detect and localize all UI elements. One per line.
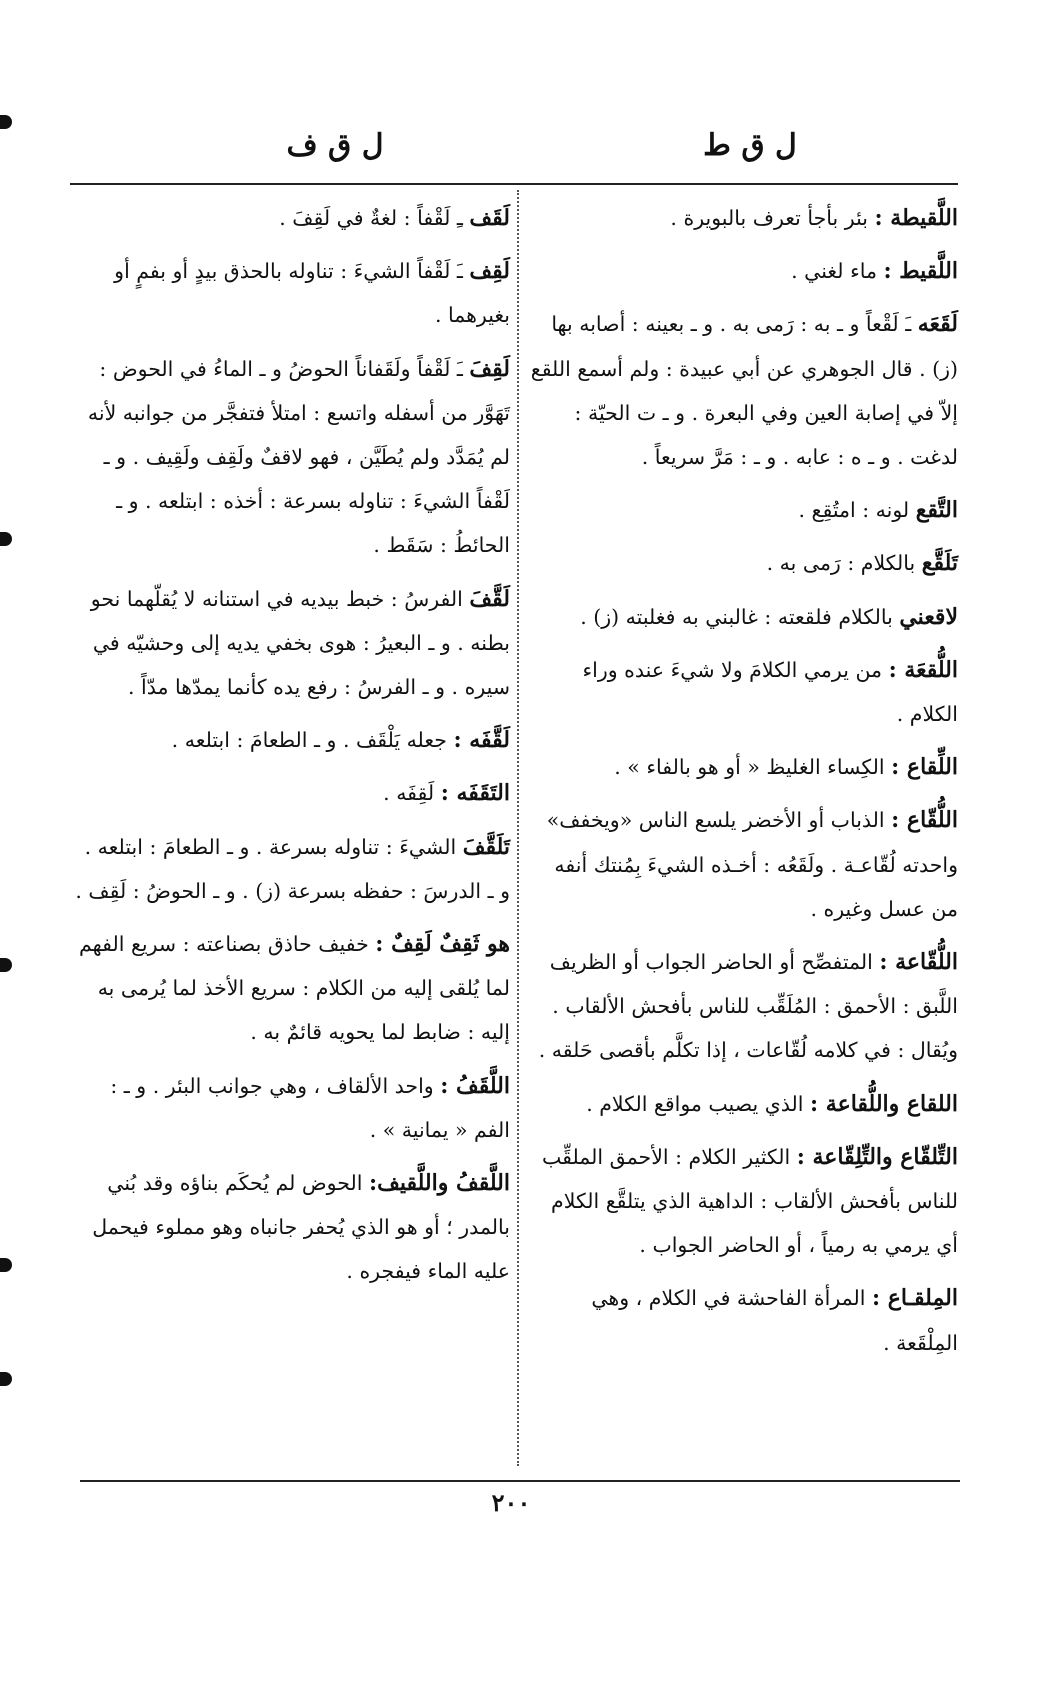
dictionary-entry bbox=[528, 302, 958, 479]
scan-edge-mark bbox=[0, 958, 12, 972]
scan-edge-mark bbox=[0, 532, 12, 546]
entry-definition: الذي يصيب مواقع الكلام . bbox=[586, 1091, 804, 1116]
entry-definition: ماء لغني . bbox=[791, 259, 877, 284]
dictionary-entry bbox=[72, 1161, 510, 1294]
entry-headword: اللِّقاع : bbox=[891, 754, 958, 781]
dictionary-entry bbox=[72, 347, 510, 568]
entry-headword: لَقَّفَ bbox=[469, 585, 510, 612]
footer-rule bbox=[80, 1480, 960, 1482]
dictionary-entry bbox=[528, 1276, 958, 1364]
entry-headword: تَلَقَّفَ bbox=[462, 833, 510, 860]
entry-definition: الفرسُ : خبط بيديه في استنانه لا يُقلّهما نحو بطنه . و ـ البعيرُ : هوى بخفي يديه إلى وحشيّه في سيره . و ـ الفرسُ : رفع يده كأنما يمدّها مدّاً . bbox=[90, 586, 510, 700]
scan-edge-mark bbox=[0, 1372, 12, 1386]
dictionary-entry bbox=[528, 745, 958, 789]
entry-headword: اللُّقّاع : bbox=[891, 807, 958, 834]
dictionary-entry bbox=[72, 577, 510, 710]
running-header-right: ل ق ط bbox=[703, 128, 797, 163]
dictionary-entry bbox=[72, 771, 510, 815]
entry-headword: اللَّقيطة : bbox=[874, 205, 958, 231]
entry-headword: هو ثَقِفٌ لَقِفٌ : bbox=[375, 931, 510, 958]
entry-definition: لَقِفَه . bbox=[383, 781, 435, 806]
header-rule bbox=[70, 183, 958, 185]
entry-definition: ـَ لَقْفاً الشيءَ : تناوله بالحذق بيدٍ أو بفمٍ أو بغيرهما . bbox=[114, 259, 510, 328]
entry-definition: ـَ لَقْعاً و ـ به : رَمى به . و ـ بعينه : أصابه بها (ز) . قال الجوهري عن أبي عبيدة : ولم أسمع اللقع إلاّ في إصابة العين وفي البعرة . و ـ ت الحيّة : لدغت . و ـ ه : عابه . و ـ : مَرَّ سريعاً . bbox=[530, 312, 958, 470]
left-column bbox=[72, 196, 510, 1303]
entry-headword: لاقعني bbox=[899, 603, 958, 630]
running-header-left: ل ق ف bbox=[286, 128, 384, 163]
dictionary-entry bbox=[528, 595, 958, 639]
entry-definition: واحد الألقاف ، وهي جوانب البئر . و ـ : الفم « يمانية » . bbox=[110, 1073, 510, 1142]
page-number: ٢٠٠ bbox=[491, 1488, 531, 1517]
dictionary-entry bbox=[72, 718, 510, 762]
right-column bbox=[528, 196, 958, 1374]
dictionary-entry bbox=[528, 798, 958, 931]
entry-headword: لَقَف bbox=[469, 205, 510, 231]
entry-headword: اللَّقَفُ : bbox=[440, 1072, 510, 1099]
entry-headword: لَقَعَه bbox=[917, 311, 958, 338]
entry-headword: التَقَفَه : bbox=[440, 780, 510, 807]
entry-definition: جعله يَلْقَف . و ـ الطعامَ : ابتلعه . bbox=[171, 728, 447, 753]
entry-headword: تَلَقَّع bbox=[921, 550, 958, 577]
dictionary-entry bbox=[528, 1082, 958, 1126]
dictionary-entry bbox=[72, 196, 510, 240]
entry-definition: من يرمي الكلامَ ولا شيءَ عنده وراء الكلام . bbox=[582, 657, 958, 727]
dictionary-entry bbox=[528, 648, 958, 736]
entry-headword: اللقاع واللُّقاعة : bbox=[810, 1090, 958, 1117]
entry-definition: لونه : امتُقِع . bbox=[798, 498, 910, 523]
scan-edge-mark bbox=[0, 1258, 12, 1272]
dictionary-entry bbox=[72, 249, 510, 337]
entry-definition: المتفصِّح أو الحاضر الجواب أو الظريف اللَّبق : الأحمق : المُلَقِّب للناس بأفحش الألقاب . ويُقال : في كلامه لُقّاعات ، إذا تكلَّم بأقصى حَلقه . bbox=[538, 950, 958, 1063]
dictionary-entry bbox=[72, 825, 510, 913]
dictionary-entry bbox=[528, 488, 958, 532]
entry-definition: المرأة الفاحشة في الكلام ، وهي المِلْقَعة . bbox=[591, 1286, 958, 1355]
entry-definition: الكِساء الغليظ « أو هو بالفاء » . bbox=[614, 755, 885, 780]
entry-definition: خفيف حاذق بصناعته : سريع الفهم لما يُلقى إليه من الكلام : سريع الأخذ لما يُرمى به إليه : ضابط لما يحويه قائمٌ به . bbox=[79, 932, 510, 1045]
dictionary-entry bbox=[528, 940, 958, 1073]
entry-definition: بالكلام فلقعته : غالبني به فغلبته (ز) . bbox=[580, 604, 893, 629]
entry-definition: الذباب أو الأخضر يلسع الناس «ويخفف» واحدته لُقّاعـة . ولَقَعُه : أخـذه الشيءَ بِمُنتك أنفه من عسل وغيره . bbox=[546, 808, 958, 921]
entry-headword: لَقِفَ bbox=[469, 355, 510, 382]
entry-headword: لَقَّفَه : bbox=[453, 727, 510, 754]
entry-headword: المِلقـاع : bbox=[871, 1285, 958, 1312]
dictionary-entry bbox=[528, 541, 958, 585]
entry-headword: لَقِف bbox=[469, 258, 510, 285]
entry-headword: اللُّقعَة : bbox=[888, 656, 958, 683]
entry-definition: بئر بأجأ تعرف بالبويرة . bbox=[670, 206, 868, 230]
entry-definition: ـَ لَقْفاً ولَقَفاناً الحوضُ و ـ الماءُ في الحوض : تَهَوَّر من أسفله واتسع : امتلأ فتفجَّر من جوانبه لأنه لم يُمَدَّد ولم يُطَيَّن ، فهو لاقفٌ ولَقِف ولَقِيف . و ـ لَقْفاً الشيءَ : تناوله بسرعة : أخذه : ابتلعه . و ـ الحائطُ : سَقَط . bbox=[87, 356, 510, 558]
dictionary-entry bbox=[72, 1064, 510, 1152]
entry-headword: التَّقع bbox=[915, 497, 958, 524]
column-divider bbox=[517, 190, 519, 1466]
dictionary-entry bbox=[528, 249, 958, 293]
entry-headword: التِّلقّاع والتِّلِقّاعة : bbox=[796, 1143, 958, 1170]
entry-headword: اللَّقفُ واللَّقيف: bbox=[368, 1170, 510, 1197]
dictionary-entry bbox=[72, 922, 510, 1055]
entry-definition: بالكلام : رَمى به . bbox=[766, 551, 916, 576]
entry-definition: الشيءَ : تناوله بسرعة . و ـ الطعامَ : ابتلعه . و ـ الدرسَ : حفظه بسرعة (ز) . و ـ الحوضُ : لَقِف . bbox=[75, 834, 510, 903]
entry-definition: الحوض لم يُحكَم بناؤه وقد بُني بالمدر ؛ أو هو الذي يُحفر جانباه وهو مملوء فيحمل عليه الماء فيفجره . bbox=[92, 1171, 510, 1284]
scan-edge-mark bbox=[0, 115, 12, 129]
entry-headword: اللُّقّاعة : bbox=[879, 949, 958, 976]
entry-definition: الكثير الكلام : الأحمق الملقِّب للناس بأفحش الألقاب : الداهية الذي يتلقَّع الكلام أي يرمي به رمياً ، أو الحاضر الجواب . bbox=[542, 1144, 958, 1258]
dictionary-entry bbox=[528, 1135, 958, 1268]
entry-headword: اللَّقيط : bbox=[883, 258, 958, 285]
dictionary-entry bbox=[528, 196, 958, 240]
entry-definition: ـِ لَقْفاً : لغةٌ في لَقِفَ . bbox=[279, 206, 463, 230]
